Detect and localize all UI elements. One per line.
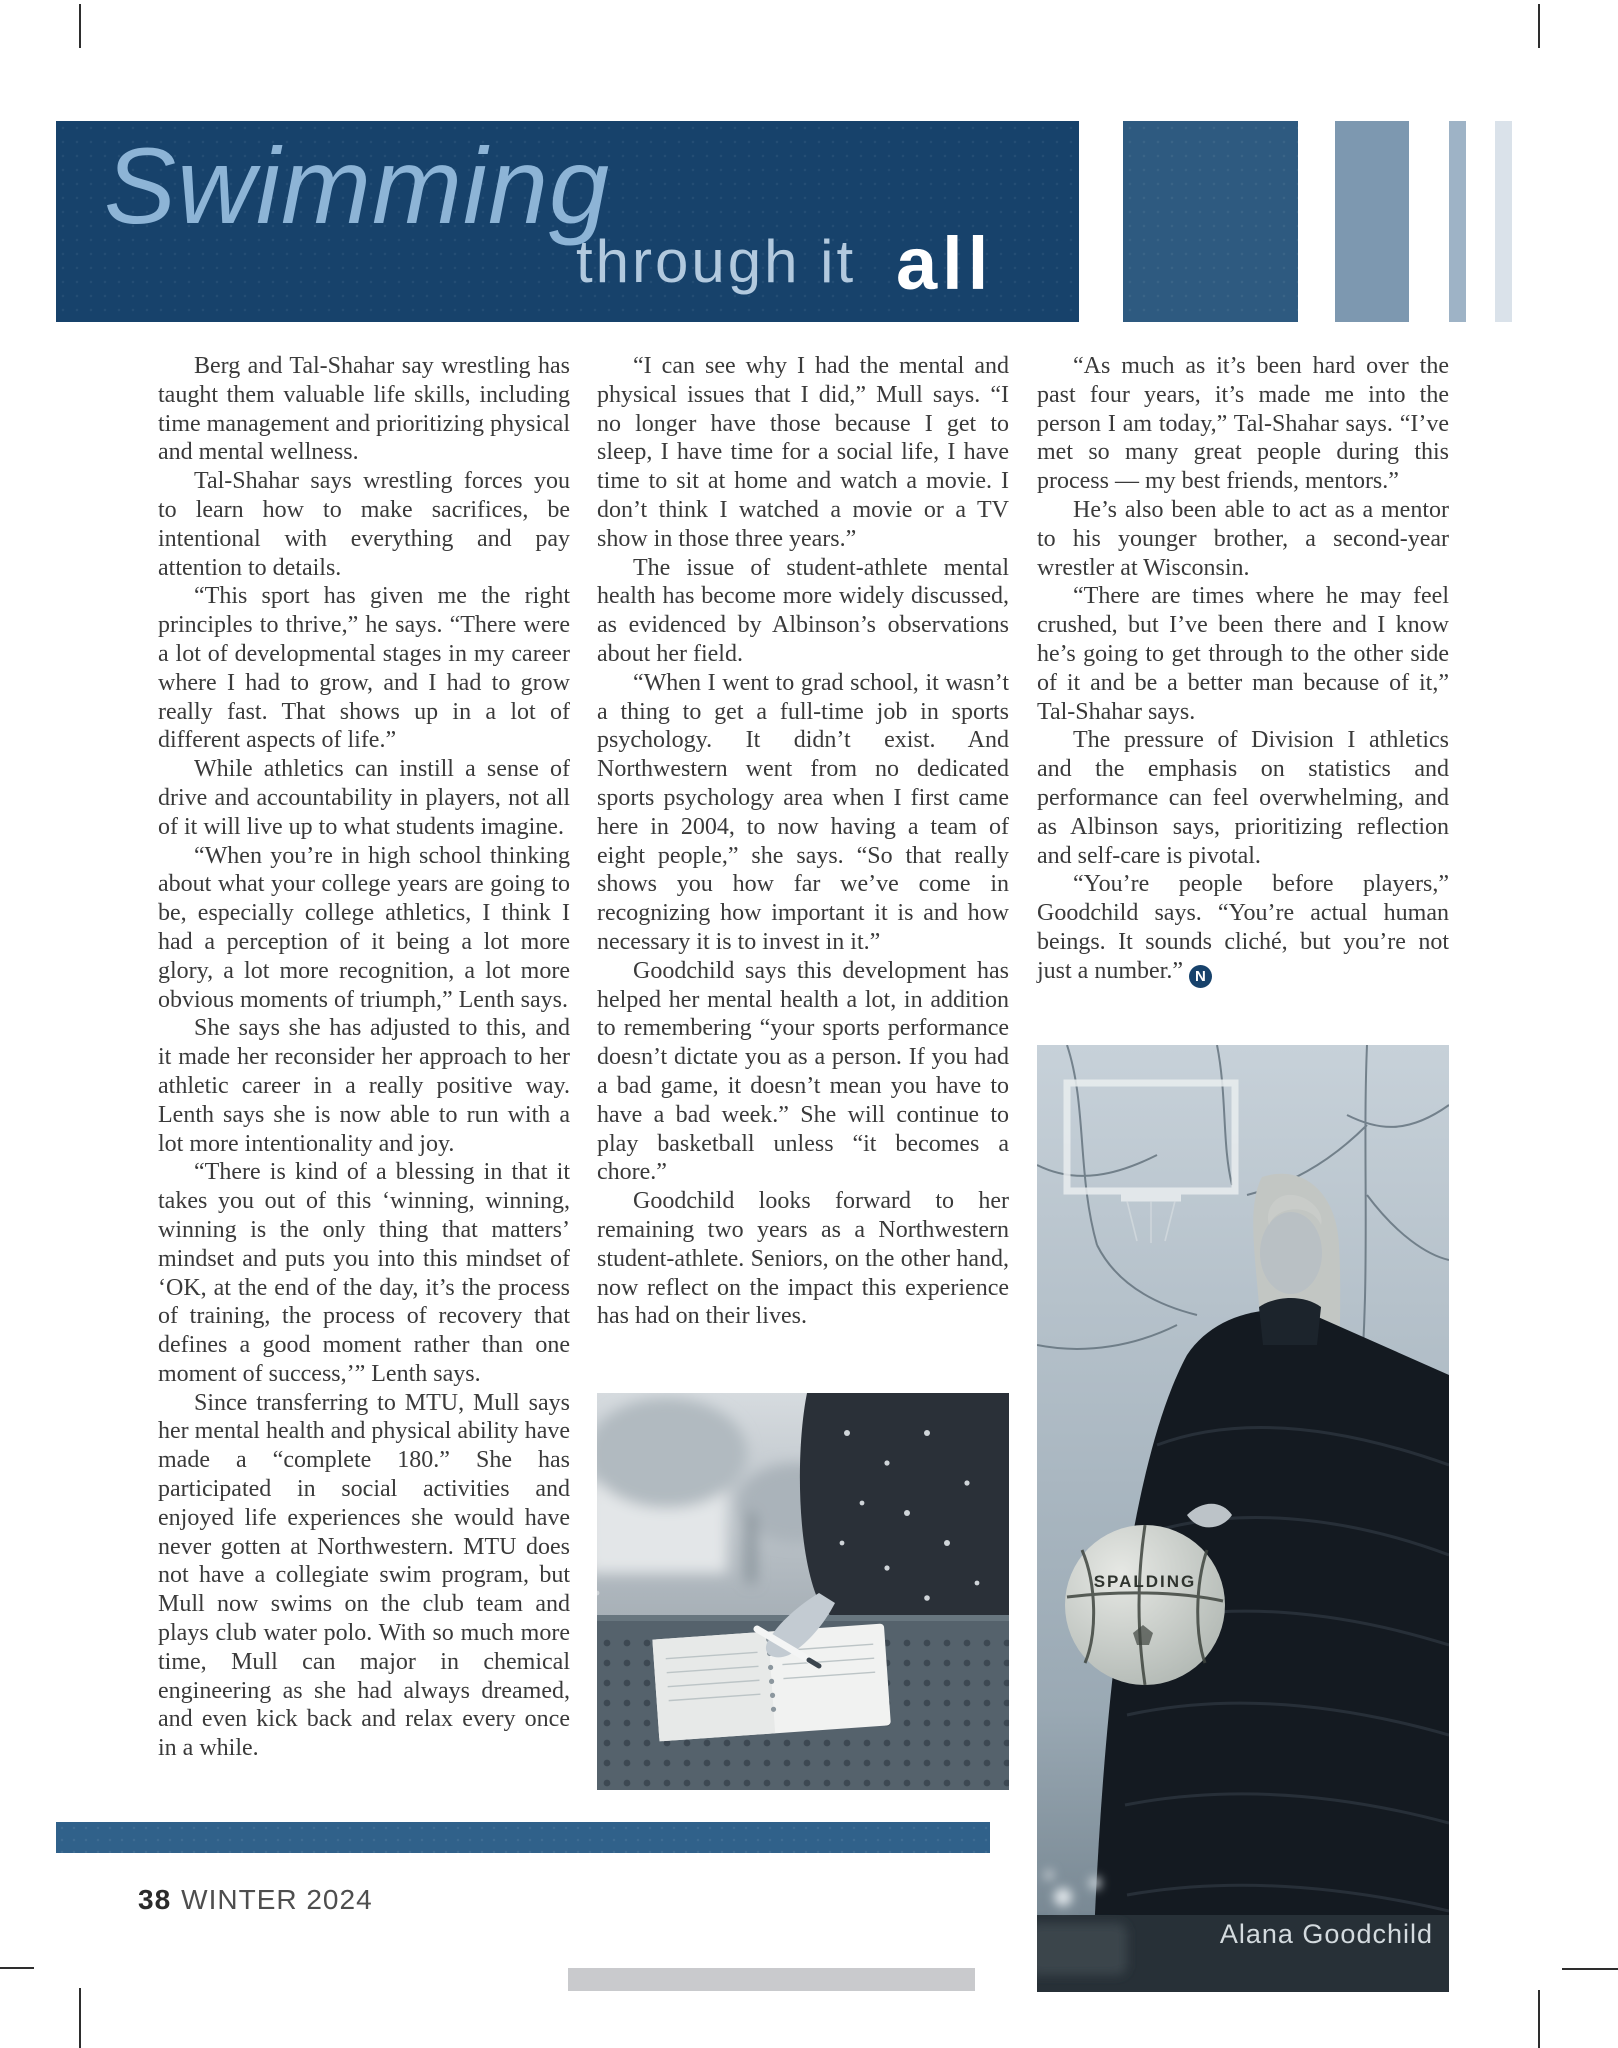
article-column-1 <box>158 352 570 1763</box>
paragraph: “This sport has given me the right principles to thrive,” he says. “There were a lot of developmental stages in my career where I had to grow, and I had to grow really fast. That shows up in a lot of different aspects of life.” <box>158 583 570 754</box>
paragraph: Tal-Shahar says wrestling forces you to learn how to make sacrifices, be intentional with everything and pay attention to details. <box>158 468 570 581</box>
page-number: 38 <box>138 1884 172 1915</box>
crop-mark <box>79 1988 81 2048</box>
paragraph <box>1037 870 1449 987</box>
paragraph: The issue of student-athlete mental health has become more widely discussed, as evidenced by Albinson’s observations about her field. <box>597 554 1009 667</box>
page-title-tail: all <box>896 222 994 305</box>
footer-rule-blue <box>56 1822 990 1853</box>
photo-caption: Alana Goodchild <box>1219 1919 1433 1949</box>
photo-writing-illustration <box>597 1393 1009 1790</box>
photo-alana-goodchild <box>1037 1045 1449 1992</box>
crop-mark <box>1538 1990 1540 2048</box>
photo-writing-notebook <box>597 1393 1009 1790</box>
article-column-2 <box>597 352 1009 1331</box>
paragraph-text: “You’re people before players,” Goodchild says. “You’re actual human beings. It sounds cliché, but you’re not just a number.” <box>1037 871 1449 984</box>
paragraph: “There is kind of a blessing in that it takes you out of this ‘winning, winning, winning is the only thing that matters’ mindset and puts you into this mindset of ‘OK, at the end of the day, it’s the process of training, the process of recovery that defines a good moment rather than one moment of success,’” Lenth says. <box>158 1159 570 1387</box>
end-of-article-icon: N <box>1189 965 1212 988</box>
paragraph: He’s also been able to act as a mentor to his younger brother, a second-year wrestler at Wisconsin. <box>1037 496 1449 581</box>
paragraph: “I can see why I had the mental and physical issues that I did,” Mull says. “I no longer have those because I get to sleep, I have time for a social life, I have time to sit at home and watch a movie. I don’t think I watched a movie or a TV show in those three years.” <box>597 353 1009 552</box>
paragraph: Berg and Tal-Shahar say wrestling has taught them valuable life skills, including time management and prioritizing physical and mental wellness. <box>158 353 570 466</box>
paragraph: Since transferring to MTU, Mull says her mental health and physical ability have made a “complete 180.” She has participated in social activities and enjoyed life experiences she would have never gotten at Northwestern. MTU does not have a collegiate swim program, but Mull now swims on the club team and plays club water polo. With so much more time, Mull can major in chemical engineering as she had always dreamed, and even kick back and relax every once in a while. <box>158 1389 570 1762</box>
page-title: Swimming <box>104 125 611 246</box>
issue-label: WINTER 2024 <box>181 1884 373 1915</box>
crop-mark <box>1562 1968 1618 1970</box>
paragraph: While athletics can instill a sense of drive and accountability in players, not all of it will live up to what students imagine. <box>158 756 570 840</box>
paragraph: She says she has adjusted to this, and it made her reconsider her approach to her athletic career in a really positive way. Lenth says she is now able to run with a lot more intentionality and joy. <box>158 1015 570 1157</box>
article-column-3 <box>1037 352 1449 988</box>
crop-mark <box>1538 4 1540 48</box>
crop-mark <box>79 4 81 48</box>
paragraph: “When I went to grad school, it wasn’t a thing to get a full-time job in sports psychology. It didn’t exist. And Northwestern went from no dedicated sports psychology area when I first came here in 2004, to now having a team of eight people,” she says. “So that really shows you how far we’ve come in recognizing how important it is and how necessary it is to invest in it.” <box>597 669 1009 955</box>
decorative-bar <box>1449 121 1466 322</box>
decorative-bar <box>1335 121 1409 322</box>
page-folio <box>138 1884 373 1916</box>
page-title-middle: through it <box>576 228 857 295</box>
paragraph: “As much as it’s been hard over the past four years, it’s made me into the person I am today,” Tal-Shahar says. “I’ve met so many great people during this process — my best friends, mentors.” <box>1037 353 1449 495</box>
footer-rule-gray <box>568 1968 975 1991</box>
decorative-block <box>1123 121 1298 322</box>
paragraph: Goodchild looks forward to her remaining two years as a Northwestern student-athlete. Seniors, on the other hand, now reflect on the impact this experience has had on their lives. <box>597 1188 1009 1330</box>
paragraph: The pressure of Division I athletics and the emphasis on statistics and performance can feel overwhelming, and as Albinson says, prioritizing reflection and self-care is pivotal. <box>1037 727 1449 869</box>
decorative-bar <box>1495 121 1512 322</box>
crop-mark <box>0 1967 34 1969</box>
photo-goodchild-illustration <box>1037 1045 1449 1992</box>
paragraph: “There are times where he may feel crushed, but I’ve been there and I know he’s going to get through to the other side of it and be a better man because of it,” Tal-Shahar says. <box>1037 583 1449 725</box>
paragraph: “When you’re in high school thinking about what your college years are going to be, especially college athletics, I think I had a perception of it being a lot more glory, a lot more recognition, a lot more obvious moments of triumph,” Lenth says. <box>158 842 570 1013</box>
paragraph: Goodchild says this development has helped her mental health a lot, in addition to remembering “your sports performance doesn’t dictate you as a person. If you had a bad game, it doesn’t mean you have to have a bad week.” She will continue to play basketball unless “it becomes a chore.” <box>597 957 1009 1186</box>
header-banner <box>56 121 1079 322</box>
basketball-brand-text: SPALDING <box>1093 1572 1197 1591</box>
